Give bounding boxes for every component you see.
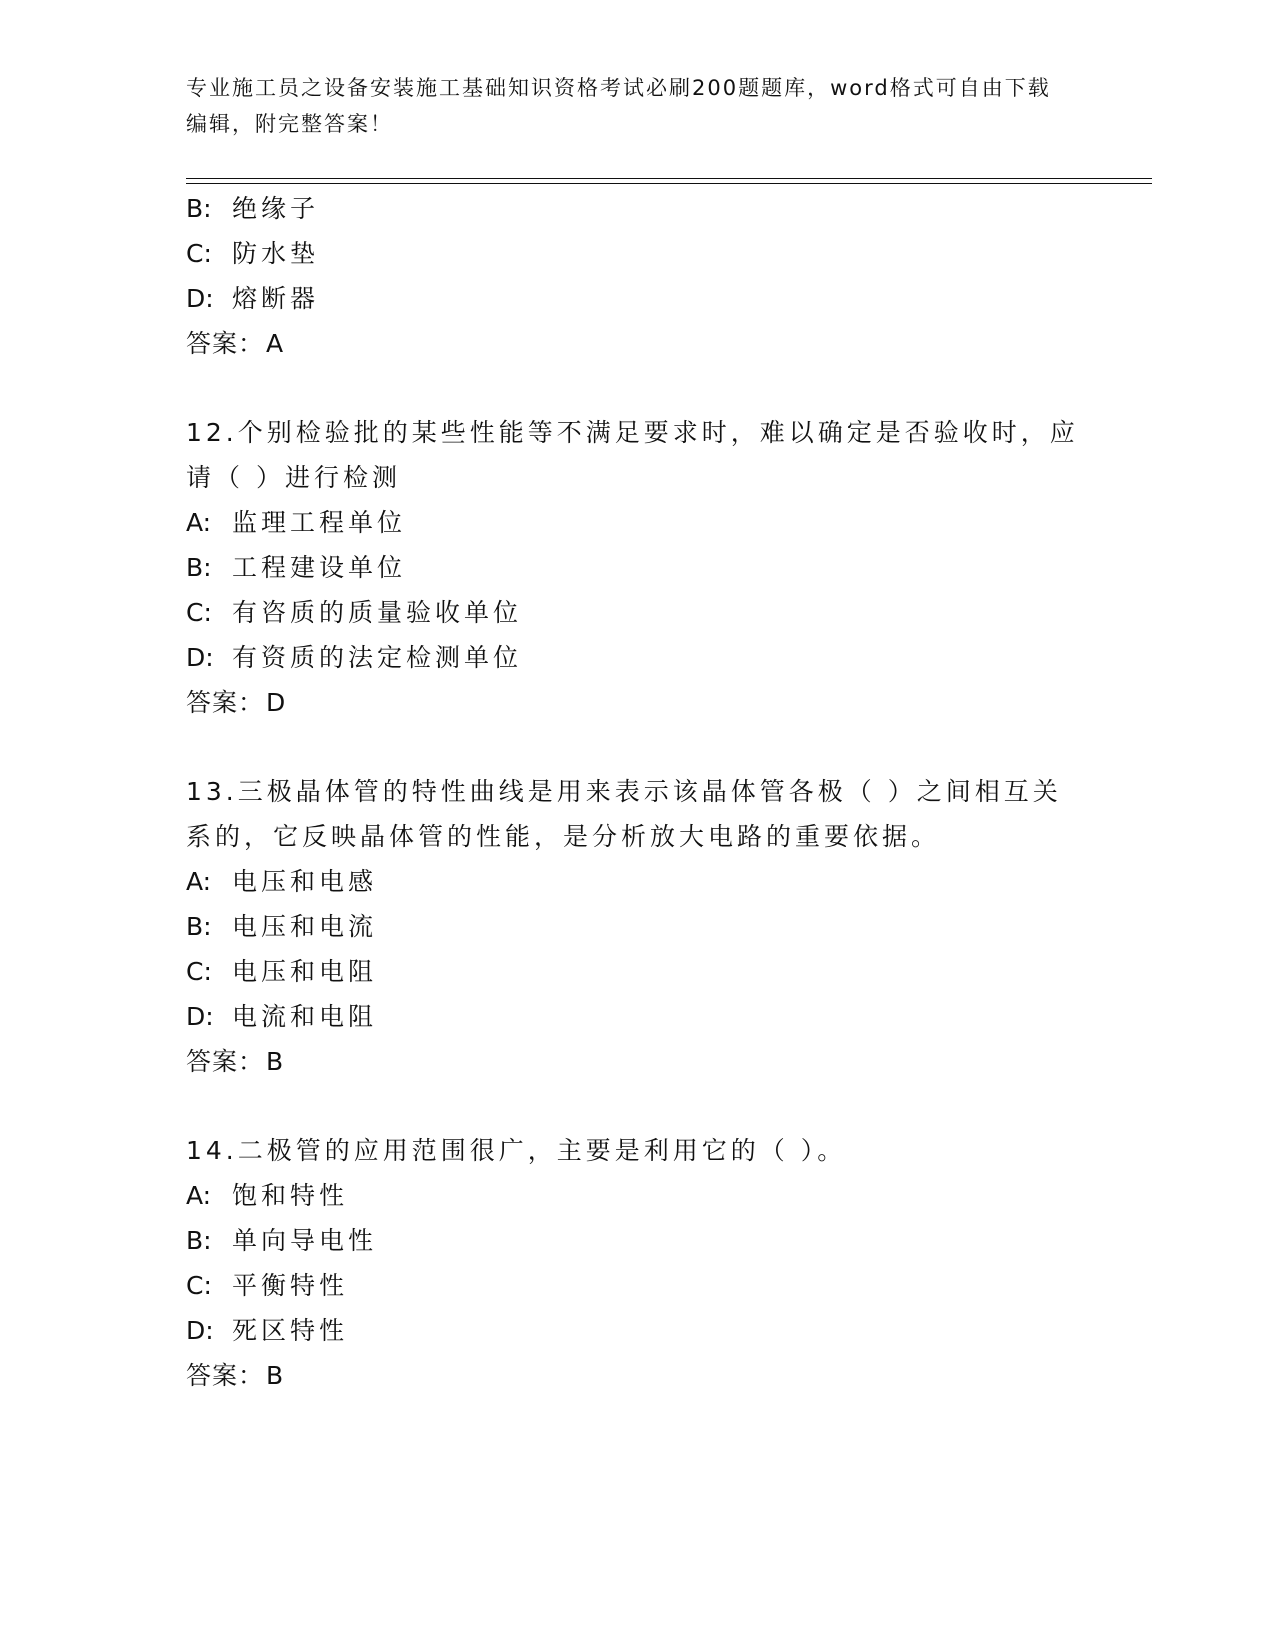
answer-line: [186, 1045, 284, 1079]
option-a: [186, 1179, 348, 1213]
option-c: [186, 596, 522, 630]
option-text: 熔断器: [232, 284, 320, 313]
option-c: [186, 955, 377, 989]
answer-label: 答案：: [186, 688, 265, 717]
option-c: [186, 237, 319, 271]
option-letter: D:: [186, 1316, 214, 1345]
option-d: [186, 641, 522, 675]
answer-label: 答案：: [186, 1047, 265, 1076]
option-text: 有咨质的质量验收单位: [232, 598, 523, 627]
answer-line: [186, 1359, 284, 1393]
option-d: [186, 282, 319, 316]
header-rule-bottom: [186, 183, 1152, 184]
question-stem: 12.个别检验批的某些性能等不满足要求时，难以确定是否验收时，应: [186, 418, 1079, 447]
answer-line: [186, 686, 286, 720]
option-text: 电流和电阻: [232, 1002, 378, 1031]
option-text: 电压和电感: [232, 867, 378, 896]
option-letter: B:: [186, 912, 212, 941]
option-d: [186, 1000, 377, 1034]
option-text: 平衡特性: [232, 1271, 349, 1300]
answer-label: 答案：: [186, 1361, 265, 1390]
option-b: [186, 192, 319, 226]
option-text: 有资质的法定检测单位: [232, 643, 523, 672]
option-text: 电压和电阻: [232, 957, 378, 986]
option-letter: C:: [186, 239, 212, 268]
option-letter: B:: [186, 553, 212, 582]
option-letter: C:: [186, 598, 212, 627]
option-letter: B:: [186, 194, 212, 223]
option-letter: A:: [186, 867, 212, 896]
option-text: 防水垫: [232, 239, 320, 268]
option-text: 电压和电流: [232, 912, 378, 941]
answer-value: B: [266, 1047, 285, 1076]
option-b: [186, 910, 377, 944]
question-stem-cont: 请（ ）进行检测: [186, 463, 401, 492]
option-letter: A:: [186, 508, 212, 537]
answer-label: 答案：: [186, 329, 265, 358]
option-a: [186, 865, 377, 899]
answer-value: D: [266, 688, 287, 717]
answer-value: B: [266, 1361, 285, 1390]
option-letter: B:: [186, 1226, 212, 1255]
option-letter: C:: [186, 1271, 212, 1300]
option-b: [186, 551, 406, 585]
answer-value: A: [266, 329, 285, 358]
option-d: [186, 1314, 348, 1348]
option-letter: D:: [186, 643, 214, 672]
question-stem: 14.二极管的应用范围很广，主要是利用它的（ ）。: [186, 1136, 847, 1165]
option-b: [186, 1224, 377, 1258]
header-rule-top: [186, 178, 1152, 179]
option-text: 监理工程单位: [232, 508, 407, 537]
option-letter: A:: [186, 1181, 212, 1210]
option-a: [186, 506, 406, 540]
option-text: 工程建设单位: [232, 553, 407, 582]
option-c: [186, 1269, 348, 1303]
document-header: 专业施工员之设备安装施工基础知识资格考试必刷200题题库，word格式可自由下载编辑，附完整答案！: [186, 76, 1051, 136]
option-letter: D:: [186, 284, 214, 313]
option-letter: C:: [186, 957, 212, 986]
question-stem-cont: 系的，它反映晶体管的性能，是分析放大电路的重要依据。: [186, 822, 941, 851]
question-stem: 13.三极晶体管的特性曲线是用来表示该晶体管各极（ ）之间相互关: [186, 777, 1062, 806]
option-letter: D:: [186, 1002, 214, 1031]
option-text: 绝缘子: [232, 194, 320, 223]
answer-line: [186, 327, 284, 361]
option-text: 死区特性: [232, 1316, 349, 1345]
option-text: 单向导电性: [232, 1226, 378, 1255]
option-text: 饱和特性: [232, 1181, 349, 1210]
